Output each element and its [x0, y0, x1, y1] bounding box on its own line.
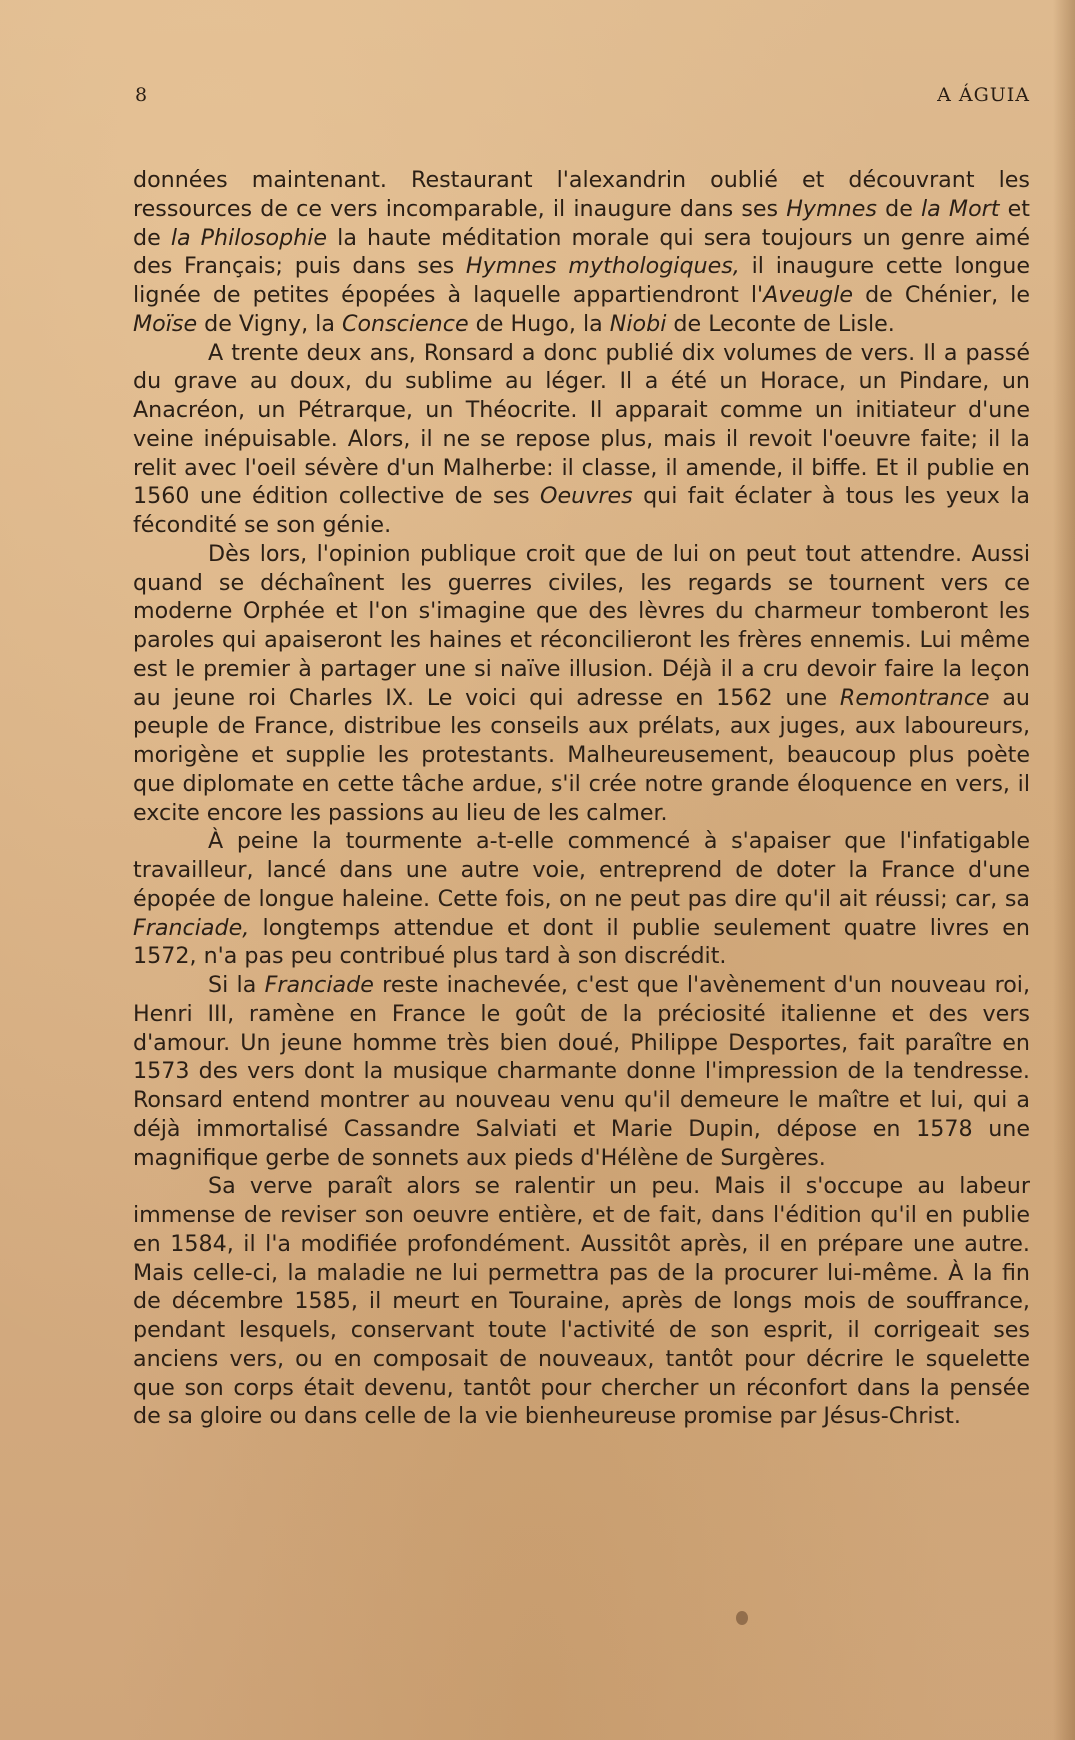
italic-title: Hymnes mythologiques,: [465, 253, 740, 280]
paragraph-5: [133, 971, 1030, 1172]
italic-title: Hymnes: [786, 195, 877, 222]
text-run: il inaugure cette longue lignée de petites épopées à laquelle appartiendront l': [133, 253, 1031, 308]
paragraph-6: [133, 1172, 1030, 1431]
italic-title: Franciade: [264, 972, 374, 998]
text-run: Sa verve paraît alors se ralentir un peu. Mais il s'occupe au labeur immense de reviser son oeuvre entière, et de fait, dans l'édition qu'il en publie en 1584, il l'a modifiée profondément. Aussitôt après, il en prépare une autre. Mais celle-ci, la maladie ne lui permettra pas de la procurer lui-même. À la fin de décembre 1585, il meurt en Touraine, après de longs mois de souffrance, pendant lesquels, conservant toute l'activité de son esprit, il corrigeait ses anciens vers, ou en composait de nouveaux, tantôt pour décrire le squelette que son corps était devenu, tantôt pour chercher un réconfort dans la pensée de sa gloire ou dans celle de la vie bienheureuse promise par Jésus-Christ.: [133, 1173, 1030, 1430]
italic-title: Franciade,: [133, 914, 250, 941]
italic-title: Remontrance: [839, 684, 990, 711]
page-header: [135, 84, 1030, 114]
text-run: de: [876, 195, 922, 222]
page-number: 8: [135, 84, 149, 106]
italic-title: Niobi: [609, 310, 667, 337]
italic-title: Moïse: [133, 310, 198, 337]
body-text: [133, 166, 1030, 1431]
paragraph-1: [133, 166, 1030, 339]
italic-title: Aveugle: [763, 282, 854, 308]
italic-title: Oeuvres: [540, 483, 633, 510]
text-run: reste inachevée, c'est que l'avènement d'un nouveau roi, Henri III, ramène en France le goût de la préciosité italienne et des vers d'amour. Un jeune homme très bien doué, Philippe Desportes, fait paraître en 1573 des vers dont la musique charmante donne l'impression de la tendresse. Ronsard entend montrer au nouveau venu qu'il demeure le maître et lui, qui a déjà immortalisé Cassandre Salviati et Marie Dupin, dépose en 1578 une magnifique gerbe de sonnets aux pieds d'Hélène de Surgères.: [133, 972, 1030, 1171]
text-run: À peine la tourmente a-t-elle commencé à s'apaiser que l'infatigable travailleur, lancé dans une autre voie, entreprend de doter la France d'une épopée de longue haleine. Cette fois, on ne peut pas dire qu'il ait réussi; car, sa: [133, 828, 1030, 912]
italic-title: Conscience: [341, 310, 469, 337]
text-run: A trente deux ans, Ronsard a donc publié dix volumes de vers. Il a passé du grave au doux, du sublime au léger. Il a été un Horace, un Pindare, un Anacréon, un Pétrarque, un Théocrite. Il apparait comme un initiateur d'une veine inépuisable. Alors, il ne se repose plus, mais il revoit l'oeuvre faite; il la relit avec l'oeil sévère d'un Malherbe: il classe, il amende, il biffe. Et il publie en 1560 une édition collective de ses: [133, 339, 1030, 510]
italic-title: la Philosophie: [170, 224, 328, 251]
text-run: Dès lors, l'opinion publique croit que de lui on peut tout attendre. Aussi quand se déchaînent les guerres civiles, les regards se tournent vers ce moderne Orphée et l'on s'imagine que des lèvres du charmeur tomberont les paroles qui apaiseront les haines et réconcilieront les frères ennemis. Lui même est le premier à partager une si naïve illusion. Déjà il a cru devoir faire la leçon au jeune roi Charles IX. Le voici qui adresse en 1562 une: [133, 540, 1030, 711]
text-run: Si la: [208, 972, 265, 998]
text-run: longtemps attendue et dont il publie seulement quatre livres en 1572, n'a pas peu contribué plus tard à son discrédit.: [133, 914, 1030, 970]
text-run: qui fait éclater à tous les yeux la fécondité se son génie.: [133, 483, 1031, 538]
text-run: de Hugo, la: [468, 310, 610, 337]
page-edge-shadow: [1053, 0, 1075, 1740]
text-run: la haute méditation morale qui sera toujours un genre aimé des Français; puis dans ses: [133, 224, 1030, 280]
running-title: A ÁGUIA: [937, 84, 1030, 106]
text-run: au peuple de France, distribue les conseils aux prélats, aux juges, aux laboureurs, morigène et supplie les protestants. Malheureusement, beaucoup plus poète que diplomate en cette tâche ardue, s'il crée notre grande éloquence en vers, il excite encore les passions au lieu de les calmer.: [133, 684, 1030, 826]
text-run: données maintenant. Restaurant l'alexandrin oublié et découvrant les ressources de ce vers incomparable, il inaugure dans ses: [133, 167, 1030, 222]
paragraph-4: [133, 827, 1030, 971]
text-run: de Leconte de Lisle.: [666, 310, 895, 337]
paragraph-3: [133, 540, 1030, 828]
ink-smudge: [736, 1611, 748, 1625]
text-run: de Vigny, la: [197, 310, 342, 337]
italic-title: la Mort: [921, 195, 1000, 222]
text-run: de Chénier, le: [853, 282, 1030, 308]
text-run: et de: [133, 195, 1030, 251]
paragraph-2: [133, 339, 1030, 540]
